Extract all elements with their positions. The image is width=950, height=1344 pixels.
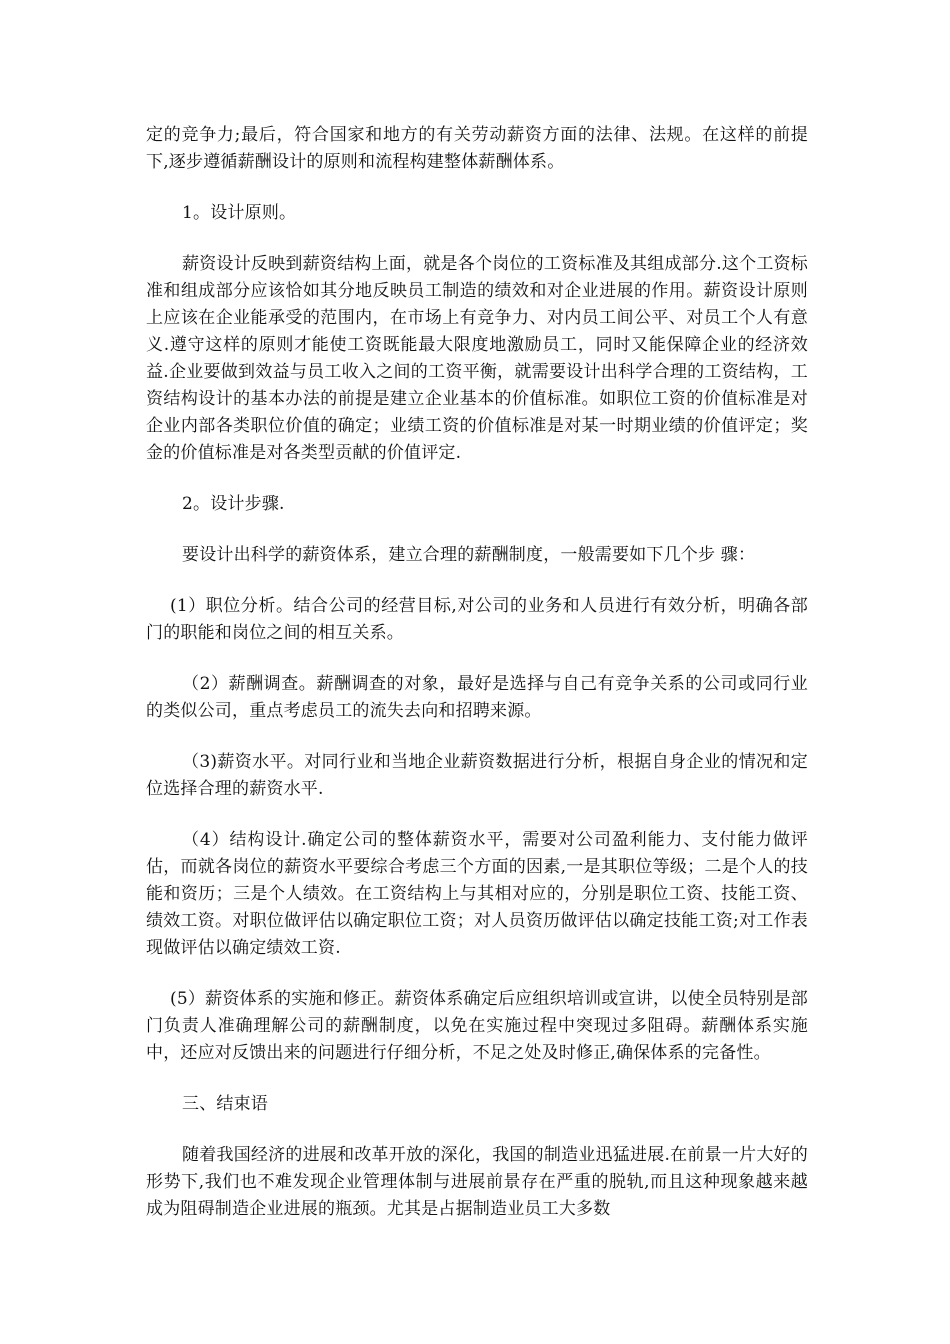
step-job-analysis: (1）职位分析。结合公司的经营目标,对公司的业务和人员进行有效分析，明确各部门的职能和岗位之间的相互关系。 bbox=[146, 596, 808, 643]
step-salary-survey: （2）薪酬调查。薪酬调查的对象，最好是选择与自己有竞争关系的公司或同行业的类似公司，重点考虑员工的流失去向和招聘来源。 bbox=[146, 674, 808, 721]
section-heading-design-steps: 2。设计步骤. bbox=[182, 494, 285, 514]
paragraph-conclusion: 随着我国经济的进展和改革开放的深化，我国的制造业迅猛进展.在前景一片大好的形势下,我们也不难发现企业管理体制与进展前景存在严重的脱轨,而且这种现象越来越成为阻碍制造企业进展的瓶颈。尤其是占据制造业员工大多数 bbox=[146, 1145, 808, 1219]
paragraph-continuation: 定的竞争力;最后，符合国家和地方的有关劳动薪资方面的法律、法规。在这样的前提下,逐步遵循薪酬设计的原则和流程构建整体薪酬体系。 bbox=[146, 125, 808, 172]
paragraph-steps-intro: 要设计出科学的薪资体系，建立合理的薪酬制度，一般需要如下几个步 骤： bbox=[182, 545, 756, 565]
step-implementation: (5）薪资体系的实施和修正。薪资体系确定后应组织培训或宣讲，以使全员特别是部门负责人准确理解公司的薪酬制度，以免在实施过程中突现过多阻碍。薪酬体系实施中，还应对反馈出来的问题进行仔细分析，不足之处及时修正,确保体系的完备性。 bbox=[146, 989, 808, 1063]
paragraph-design-principles: 薪资设计反映到薪资结构上面，就是各个岗位的工资标准及其组成部分.这个工资标准和组成部分应该恰如其分地反映员工制造的绩效和对企业进展的作用。薪资设计原则上应该在企业能承受的范围内，在市场上有竞争力、对内员工间公平、对员工个人有意义.遵守这样的原则才能使工资既能最大限度地激励员工，同时又能保障企业的经济效益.企业要做到效益与员工收入之间的工资平衡，就需要设计出科学合理的工资结构，工资结构设计的基本办法的前提是建立企业基本的价值标准。如职位工资的价值标准是对企业内部各类职位价值的确定；业绩工资的价值标准是对某一时期业绩的价值评定；奖金的价值标准是对各类型贡献的价值评定. bbox=[146, 254, 808, 463]
section-heading-conclusion: 三、结束语 bbox=[182, 1094, 268, 1114]
step-structure-design: （4）结构设计.确定公司的整体薪资水平，需要对公司盈利能力、支付能力做评估，而就各岗位的薪资水平要综合考虑三个方面的因素,一是其职位等级；二是个人的技能和资历；三是个人绩效。在工资结构上与其相对应的，分别是职位工资、技能工资、绩效工资。对职位做评估以确定职位工资；对人员资历做评估以确定技能工资;对工作表现做评估以确定绩效工资. bbox=[146, 830, 808, 958]
document-page bbox=[146, 122, 808, 1247]
section-heading-design-principles: 1。设计原则。 bbox=[182, 203, 297, 223]
step-salary-level: （3)薪资水平。对同行业和当地企业薪资数据进行分析，根据自身企业的情况和定位选择合理的薪资水平. bbox=[146, 752, 808, 799]
